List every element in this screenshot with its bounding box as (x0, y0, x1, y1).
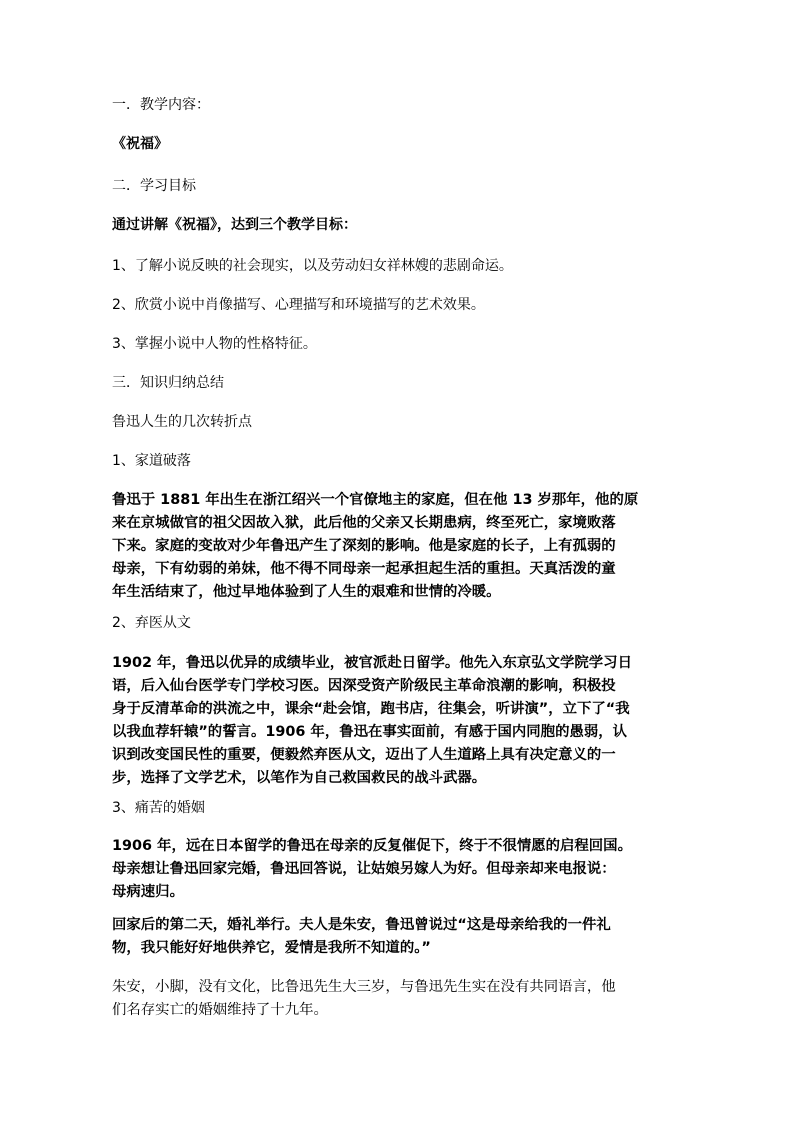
turning-point-heading-2: 2、弃医从文 (112, 615, 191, 631)
paragraph-line: 们名存实亡的婚姻维持了十九年。 (112, 1002, 328, 1018)
paragraph-line: 语，后入仙台医学专门学校习医。因深受资产阶级民主革命浪潮的影响，积极投 (112, 678, 616, 694)
paragraph-line: 年生活结束了，他过早地体验到了人生的艰难和世情的冷暖。 (112, 584, 501, 600)
lesson-title: 《祝福》 (112, 136, 168, 152)
section-heading-summary: 三．知识归纳总结 (112, 375, 224, 391)
paragraph-line: 母亲想让鲁迅回家完婚，鲁迅回答说，让姑娘另嫁人为好。但母亲却来电报说： (112, 861, 616, 877)
paragraph-line: 以我血荐轩辕”的誓言。1906 年，鲁迅在事实面前，有感于国内同胞的愚弱，认 (112, 724, 628, 740)
paragraph-zhu-an (112, 976, 682, 1022)
paragraph-line: 步，选择了文学艺术，以笔作为自己救国救民的战斗武器。 (112, 770, 487, 786)
paragraph-marriage-return (112, 835, 682, 904)
paragraph-line: 母亲，下有幼弱的弟妹，他不得不同母亲一起承担起生活的重担。天真活泼的童 (112, 561, 616, 577)
paragraph-line: 下来。家庭的变故对少年鲁迅产生了深刻的影响。他是家庭的长子，上有孤弱的 (112, 538, 616, 554)
paragraph-line: 识到改变国民性的重要，便毅然弃医从文，迈出了人生道路上具有决定意义的一 (112, 747, 616, 763)
paragraph-wedding (112, 914, 682, 960)
section-heading-learning-goals: 二．学习目标 (112, 178, 196, 194)
turning-point-heading-1: 1、家道破落 (112, 453, 191, 469)
subsection-heading-turning-points: 鲁迅人生的几次转折点 (112, 414, 252, 430)
goals-intro: 通过讲解《祝福》，达到三个教学目标： (112, 217, 357, 233)
goal-item-3: 3、掌握小说中人物的性格特征。 (112, 336, 317, 352)
section-heading-teaching-content: 一．教学内容： (112, 97, 210, 113)
paragraph-line: 1902 年，鲁迅以优异的成绩毕业，被官派赴日留学。他先入东京弘文学院学习日 (112, 655, 632, 671)
turning-point-heading-3: 3、痛苦的婚姻 (112, 800, 205, 816)
paragraph-line: 身于反清革命的洪流之中，课余“赴会馆，跑书店，往集会，听讲演”，立下了“我 (112, 701, 630, 717)
paragraph-line: 来在京城做官的祖父因故入狱，此后他的父亲又长期患病，终至死亡，家境败落 (112, 515, 616, 531)
goal-item-2: 2、欣赏小说中肖像描写、心理描写和环境描写的艺术效果。 (112, 297, 485, 313)
paragraph-family-decline (112, 489, 682, 604)
paragraph-line: 鲁迅于 1881 年出生在浙江绍兴一个官僚地主的家庭，但在他 13 岁那年，他的原 (112, 492, 639, 508)
goal-item-1: 1、了解小说反映的社会现实，以及劳动妇女祥林嫂的悲剧命运。 (112, 258, 513, 274)
paragraph-line: 朱安，小脚，没有文化，比鲁迅先生大三岁，与鲁迅先生实在没有共同语言，他 (112, 979, 616, 995)
paragraph-career-change (112, 652, 682, 790)
paragraph-line: 1906 年，远在日本留学的鲁迅在母亲的反复催促下，终于不很情愿的启程回国。 (112, 838, 632, 854)
paragraph-line: 母病速归。 (112, 884, 184, 900)
paragraph-line: 回家后的第二天，婚礼举行。夫人是朱安，鲁迅曾说过“这是母亲给我的一件礼 (112, 917, 611, 933)
paragraph-line: 物，我只能好好地供养它，爱情是我所不知道的。” (112, 940, 431, 956)
